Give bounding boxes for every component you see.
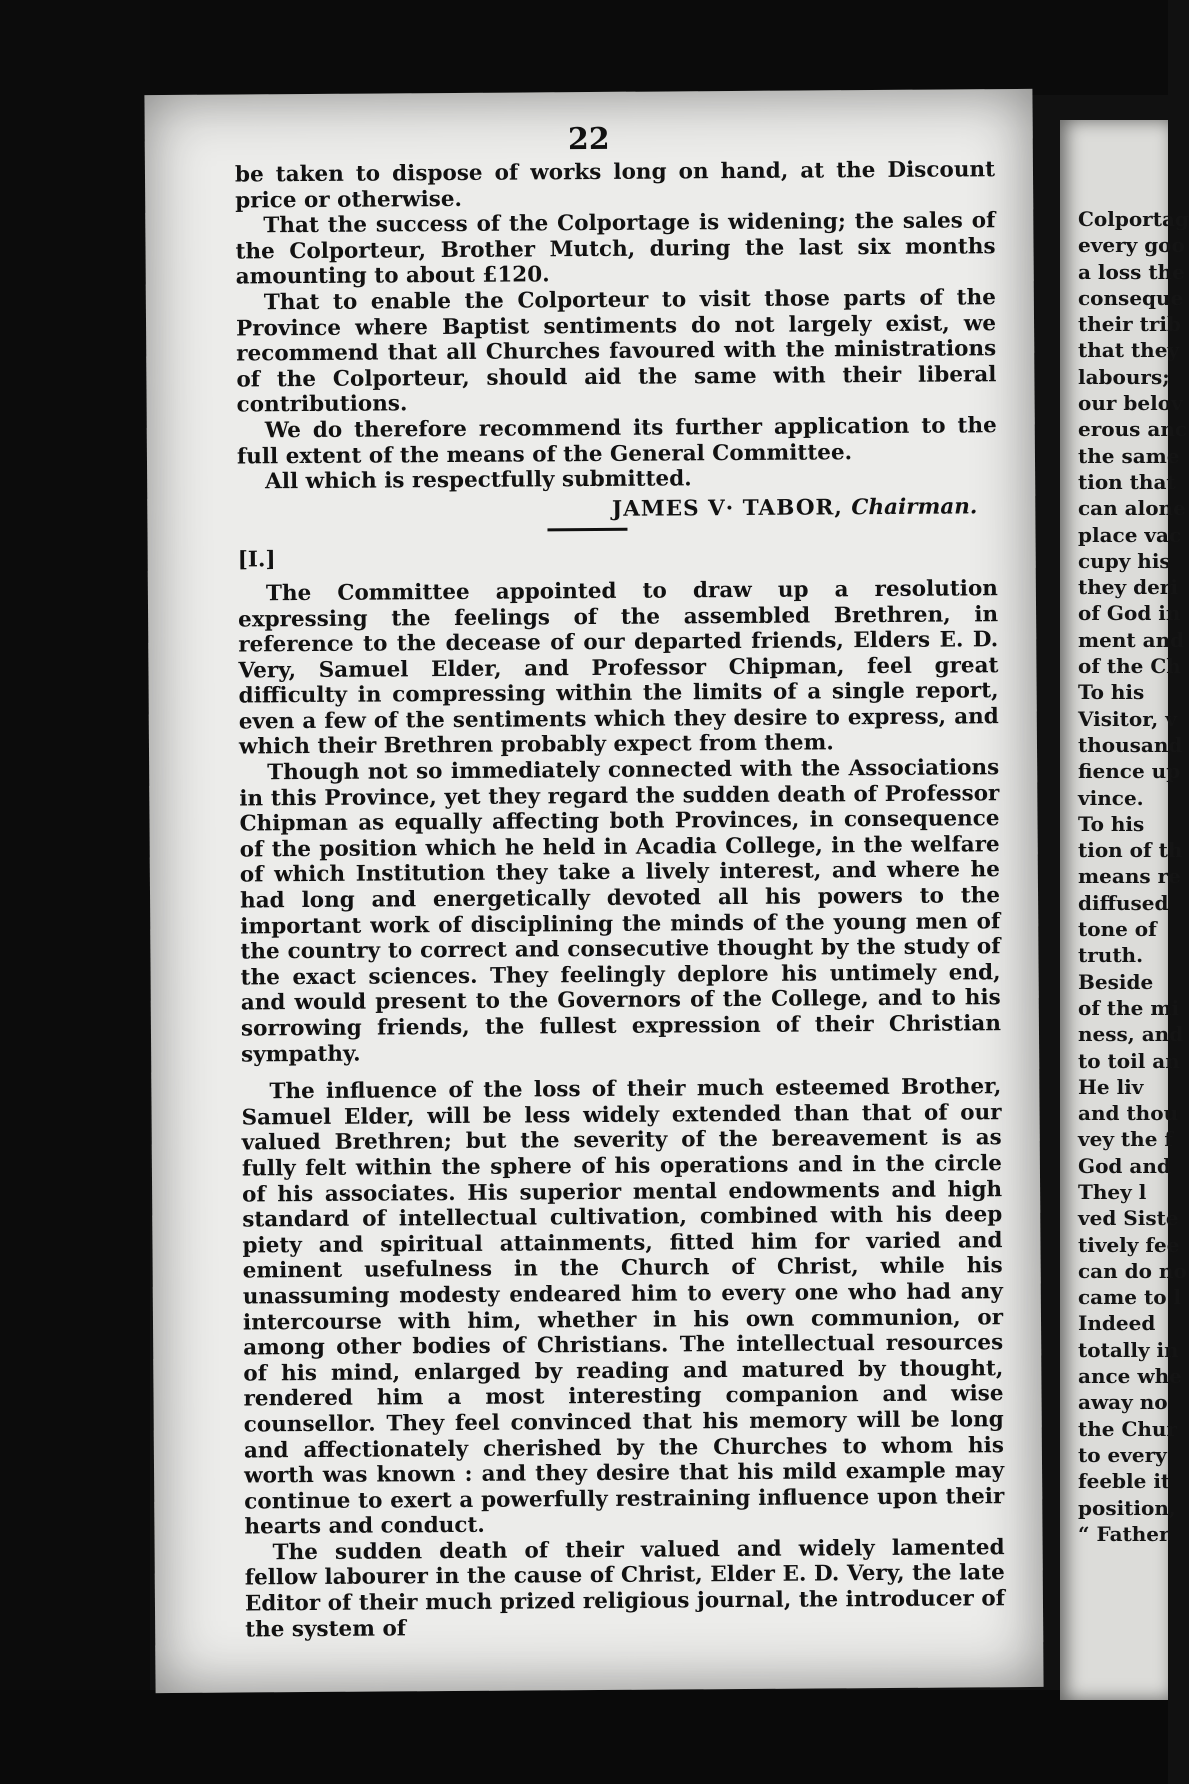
fragment-line: To his	[1078, 680, 1145, 705]
fragment-line: of the mi	[1078, 995, 1180, 1020]
scan-border-top	[0, 0, 1168, 95]
fragment-line: truth.	[1078, 943, 1144, 968]
signature-name: JAMES V· TABOR,	[611, 494, 843, 522]
fragment-line: feeble it	[1078, 1469, 1171, 1494]
fragment-line: God and	[1078, 1153, 1171, 1178]
page-number: 22	[567, 121, 610, 158]
scan-border-bottom	[0, 1690, 1168, 1784]
fragment-line: every goo	[1078, 233, 1185, 258]
paragraph: We do therefore recommend its further application to the full extent of the means of the General Committee.	[236, 413, 997, 470]
fragment-line: To his	[1078, 811, 1145, 836]
section-mark: [I.]	[237, 547, 276, 573]
fragment-line: totally in	[1078, 1337, 1179, 1362]
fragment-line: vey the f	[1078, 1127, 1173, 1152]
fragment-line: labours;	[1078, 364, 1170, 389]
fragment-line: tion of th	[1078, 838, 1183, 863]
paragraph: The sudden death of their valued and widely lamented fellow labourer in the cause of Christ, Elder E. D. Very, the late Editor of their much prized religious journal, the introducer of the system of	[244, 1535, 1006, 1643]
fragment-line: place vac	[1078, 522, 1182, 547]
fragment-line: of the Ch	[1078, 654, 1181, 679]
fragment-line: they deri	[1078, 575, 1178, 600]
paragraph: The Committee appointed to draw up a resolution expressing the feelings of the assembled Brethren, in reference to the decease of our departed friends, Elders E. D. Very, Samuel Elder, and Professor Chipman, feel great difficulty in compressing within the limits of a single report, even a few of the sentiments which they desire to express, and which their Brethren probably expect from them.	[238, 576, 999, 760]
fragment-line: a loss the	[1078, 259, 1185, 284]
fragment-line: tion that	[1078, 469, 1176, 494]
fragment-line: diffused	[1078, 890, 1169, 915]
fragment-line: and thou	[1078, 1101, 1179, 1126]
fragment-line: thousand	[1078, 732, 1183, 757]
fragment-line: to every	[1078, 1442, 1167, 1467]
fragment-line: came to l	[1078, 1285, 1182, 1310]
fragment-line: They l	[1078, 1179, 1147, 1204]
fragment-line: vince.	[1078, 785, 1144, 810]
fragment-line: ness, and	[1078, 1022, 1184, 1047]
fragment-line: ved Siste	[1078, 1206, 1179, 1231]
fragment-line: position,	[1078, 1495, 1176, 1520]
fragment-line: cupy his	[1078, 548, 1171, 573]
fragment-line: Visitor, v	[1078, 706, 1177, 731]
fragment-line: fience up	[1078, 759, 1181, 784]
fragment-line: Colportag	[1078, 207, 1189, 231]
fragment-line: their trib	[1078, 312, 1181, 337]
fragment-line: Indeed	[1078, 1311, 1156, 1336]
fragment-line: can do no	[1078, 1258, 1187, 1283]
paragraph: All which is respectfully submitted.	[265, 466, 692, 495]
signature-rule	[547, 528, 627, 532]
signature-role: Chairman.	[851, 494, 978, 520]
fragment-line: ance whe	[1078, 1364, 1182, 1389]
paragraph: The influence of the loss of their much esteemed Brother, Samuel Elder, will be less widely extended than that of our valued Brethren; but the severity of the bereavement is as fully felt within the sphere of his operations and in the circle of his associates. His superior mental endowments and high standard of intellectual cultivation, combined with his deep piety and spiritual attainments, fitted him for varied and eminent usefulness in the Church of Christ, while his unassuming modesty endeared him to every one who had any intercourse with him, whether in his own communion, or among other bodies of Christians. The intellectual resources of his mind, enlarged by reading and matured by thought, rendered him a most interesting companion and wise counsellor. They feel convinced that his memory will be long and affectionately cherished by the Churches to whom his worth was known : and they desire that his mild example may continue to exert a powerfully restraining influence upon their hearts and conduct.	[241, 1074, 1005, 1540]
fragment-line: the Chur	[1078, 1416, 1178, 1441]
adjacent-page-fragment	[1060, 120, 1189, 1700]
fragment-line: Beside	[1078, 969, 1154, 994]
fragment-line: He liv	[1078, 1074, 1144, 1099]
paragraph: That to enable the Colporteur to visit those parts of the Province where Baptist sentiments do not largely exist, we recommend that all Churches favoured with the ministrations of the Colporteur, should aid the same with their liberal contributions.	[235, 285, 997, 418]
fragment-line: our belov	[1078, 391, 1183, 416]
fragment-line: means re	[1078, 864, 1181, 889]
signature-line	[237, 494, 977, 525]
fragment-line: tively fee	[1078, 1232, 1180, 1257]
fragment-line: to toil an	[1078, 1048, 1180, 1073]
fragment-line: the same	[1078, 443, 1180, 468]
paragraph: Though not so immediately connected with the Associations in this Province, yet they regard the sudden death of Professor Chipman as equally affecting both Provinces, in consequence of the position which he held in Acadia College, in the welfare of which Institution they take a lively interest, and where he had long and energetically devoted all his powers to the important work of disciplining the minds of the young men of the country to correct and consecutive thought by the study of the exact sciences. They feelingly deplore his untimely end, and would present to the Governors of the College, and to his sorrowing friends, the fullest expression of their Christian sympathy.	[239, 755, 1002, 1068]
fragment-line: of God in	[1078, 601, 1181, 626]
page-text-block	[235, 157, 1005, 1643]
fragment-line: conseque	[1078, 285, 1184, 310]
paragraph: be taken to dispose of works long on hand, at the Discount price or otherwise.	[234, 157, 996, 214]
fragment-line: erous anc	[1078, 417, 1188, 442]
paragraph: That the success of the Colportage is widening; the sales of the Colporteur, Brother Mutch, during the last six months amounting to about £120.	[235, 208, 996, 290]
fragment-line: ment and	[1078, 627, 1185, 652]
fragment-line: can alone	[1078, 496, 1186, 521]
document-page	[144, 89, 1043, 1693]
fragment-line: that they	[1078, 338, 1180, 363]
fragment-line: “ Father	[1078, 1521, 1170, 1546]
scan-border-left	[0, 0, 150, 1784]
fragment-line: away no	[1078, 1390, 1168, 1415]
fragment-line: tone of	[1078, 917, 1157, 942]
